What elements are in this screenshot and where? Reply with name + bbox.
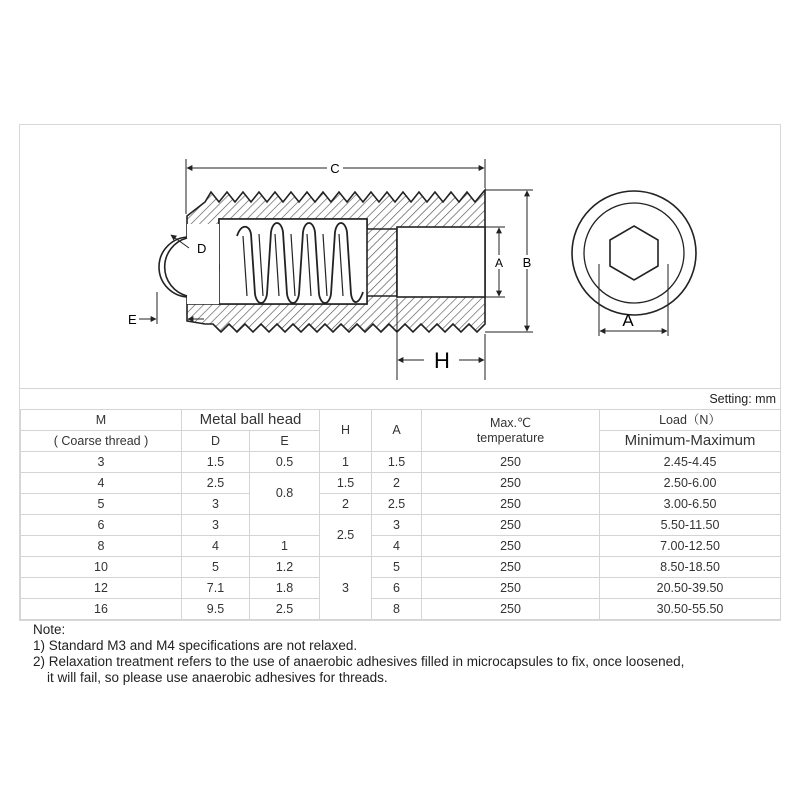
cell-temp: 250 (422, 515, 600, 536)
cell-e: 0.5 (250, 452, 320, 473)
cell-d: 3 (182, 494, 250, 515)
cell-d: 1.5 (182, 452, 250, 473)
spec-table (20, 409, 781, 620)
cell-a: 3 (372, 515, 422, 536)
header-m: M (21, 410, 182, 431)
table-row (21, 515, 781, 536)
hex-socket-bore (397, 227, 485, 297)
cell-h: 1 (320, 452, 372, 473)
table-row (21, 536, 781, 557)
cell-load: 30.50-55.50 (600, 599, 781, 620)
table-row (21, 494, 781, 515)
cell-m: 16 (21, 599, 182, 620)
cell-temp: 250 (422, 599, 600, 620)
cell-m: 10 (21, 557, 182, 578)
cell-e: 0.8 (250, 473, 320, 515)
cell-d: 7.1 (182, 578, 250, 599)
cell-e: 1.2 (250, 557, 320, 578)
table-row (21, 452, 781, 473)
cell-load: 5.50-11.50 (600, 515, 781, 536)
cell-temp: 250 (422, 536, 600, 557)
cell-m: 3 (21, 452, 182, 473)
cell-h: 2.5 (320, 515, 372, 557)
note-line-1: 1) Standard M3 and M4 specifications are not relaxed. (33, 638, 358, 653)
notes (33, 622, 773, 686)
cell-temp: 250 (422, 473, 600, 494)
dim-label-b: B (522, 255, 532, 270)
cell-d: 2.5 (182, 473, 250, 494)
unit-setting: Setting: mm (20, 388, 780, 409)
cell-d: 9.5 (182, 599, 250, 620)
header-m-sub: ( Coarse thread ) (21, 431, 182, 452)
header-row-1 (21, 410, 781, 431)
table-row (21, 599, 781, 620)
table-row (21, 578, 781, 599)
header-e: E (250, 431, 320, 452)
table-row (21, 473, 781, 494)
dim-label-h: H (434, 348, 450, 373)
cell-a: 2.5 (372, 494, 422, 515)
cell-load: 3.00-6.50 (600, 494, 781, 515)
end-view-outer (572, 191, 696, 315)
end-view-label-a: A (622, 311, 634, 330)
ball-plunger-drawing (19, 124, 781, 388)
cell-m: 12 (21, 578, 182, 599)
cell-a: 1.5 (372, 452, 422, 473)
header-load: Load（N） (600, 410, 781, 431)
header-temp-label: temperature (476, 430, 545, 445)
cell-a: 4 (372, 536, 422, 557)
dim-label-e: E (128, 312, 137, 327)
dim-label-a: A (494, 256, 504, 270)
cell-d: 5 (182, 557, 250, 578)
cell-m: 4 (21, 473, 182, 494)
cell-temp: 250 (422, 452, 600, 473)
cell-m: 8 (21, 536, 182, 557)
cell-load: 2.45-4.45 (600, 452, 781, 473)
cell-temp: 250 (422, 557, 600, 578)
cell-h: 2 (320, 494, 372, 515)
cell-h: 1.5 (320, 473, 372, 494)
cell-a: 2 (372, 473, 422, 494)
cell-e (250, 515, 320, 536)
cell-temp: 250 (422, 578, 600, 599)
header-a: A (372, 410, 422, 452)
cell-m: 6 (21, 515, 182, 536)
table-row (21, 557, 781, 578)
notes-title: Note: (33, 622, 66, 637)
cell-load: 7.00-12.50 (600, 536, 781, 557)
cell-h: 3 (320, 557, 372, 620)
header-d: D (182, 431, 250, 452)
cell-load: 20.50-39.50 (600, 578, 781, 599)
note-line-3: it will fail, so please use anaerobic adhesives for threads. (47, 670, 388, 685)
cell-e: 2.5 (250, 599, 320, 620)
cell-d: 3 (182, 515, 250, 536)
hex-socket (610, 226, 658, 280)
cell-e: 1.8 (250, 578, 320, 599)
header-temperature (422, 410, 600, 452)
dim-label-c: C (330, 161, 340, 176)
cell-a: 8 (372, 599, 422, 620)
cell-d: 4 (182, 536, 250, 557)
cell-m: 5 (21, 494, 182, 515)
dim-label-d: D (197, 241, 207, 256)
cell-temp: 250 (422, 494, 600, 515)
header-ball-head: Metal ball head (182, 410, 320, 431)
cell-load: 2.50-6.00 (600, 473, 781, 494)
header-load-range: Minimum-Maximum (600, 431, 781, 452)
note-line-2: 2) Relaxation treatment refers to the use of anaerobic adhesives filled in microcapsules to fix, once loosened, (33, 654, 685, 669)
cell-e: 1 (250, 536, 320, 557)
cell-a: 6 (372, 578, 422, 599)
header-max-temp: Max.℃ (489, 416, 532, 431)
cell-a: 5 (372, 557, 422, 578)
cell-load: 8.50-18.50 (600, 557, 781, 578)
header-h: H (320, 410, 372, 452)
